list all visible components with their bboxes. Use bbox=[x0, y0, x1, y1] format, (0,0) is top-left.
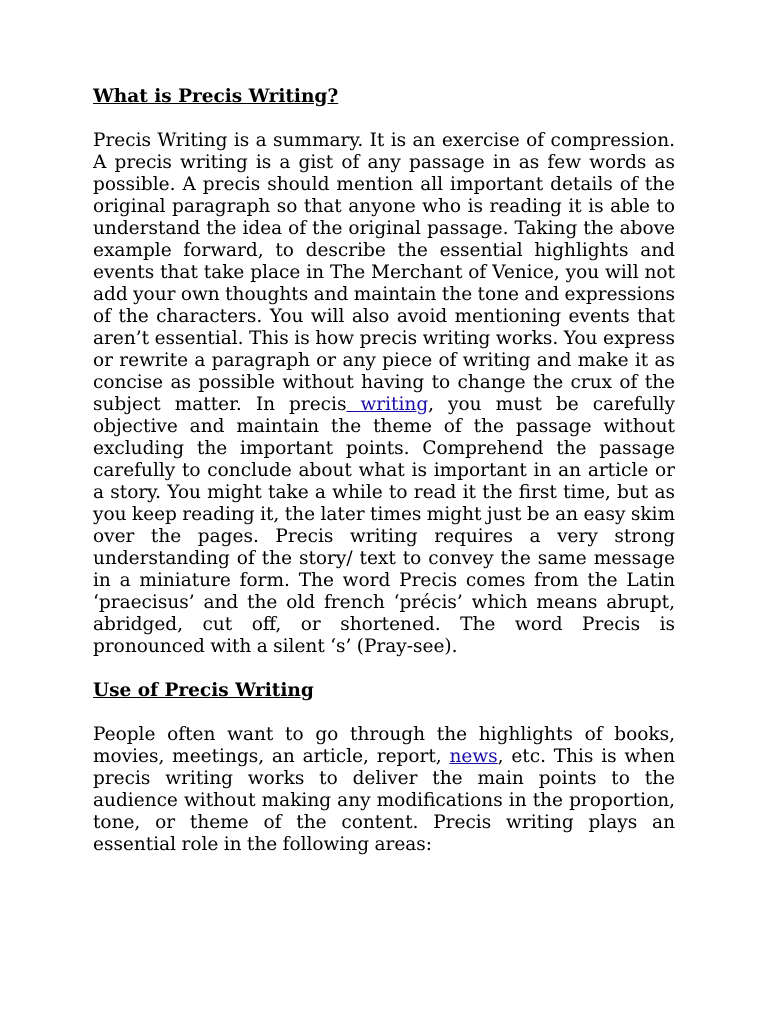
paragraph-usage bbox=[93, 724, 675, 856]
paragraph-text: , etc. This is when precis writing works to deliver the main points to the audience without making any modifications in the proportion, tone, or theme of the content. Precis writing plays an essential role in the following areas: bbox=[93, 746, 676, 855]
paragraph-text: Precis Writing is a summary. It is an exercise of compression. A precis writing is a gist of any passage in as few words as possible. A precis should mention all important details of the original paragraph so that anyone who is reading it is able to understand the idea of the original passage. Taking the above example forward, to describe the essential highlights and events that take place in The Merchant of Venice, you will not add your own thoughts and maintain the tone and expressions of the characters. You will also avoid mentioning events that aren’t essential. This is how precis writing works. You express or rewrite a paragraph or any piece of writing and make it as concise as possible without having to change the crux of the subject matter. In precis bbox=[93, 130, 675, 415]
spacer bbox=[93, 108, 675, 130]
spacer bbox=[93, 658, 675, 680]
document-page bbox=[93, 86, 675, 856]
section-heading-what-is-precis: What is Precis Writing? bbox=[93, 86, 339, 107]
paragraph-definition bbox=[93, 130, 675, 658]
paragraph-text: , you must be carefully objective and maintain the theme of the passage without excluding the important points. Comprehend the passage carefully to conclude about what is important in an article or a story. You might take a while to read it the first time, but as you keep reading it, the later times might just be an easy skim over the pages. Precis writing requires a very strong understanding of the story/ text to convey the same message in a miniature form. The word Precis comes from the Latin ‘praecisus’ and the old french ‘précis’ which means abrupt, abridged, cut off, or shortened. The word Precis is pronounced with a silent ‘s’ (Pray-see). bbox=[93, 394, 675, 657]
section-heading-use-of-precis: Use of Precis Writing bbox=[93, 680, 314, 701]
paragraph-text: People often want to go through the highlights of books, movies, meetings, an article, report, bbox=[93, 724, 675, 767]
spacer bbox=[93, 702, 675, 724]
news-link[interactable]: news bbox=[449, 746, 498, 767]
writing-link[interactable]: writing bbox=[346, 394, 429, 415]
